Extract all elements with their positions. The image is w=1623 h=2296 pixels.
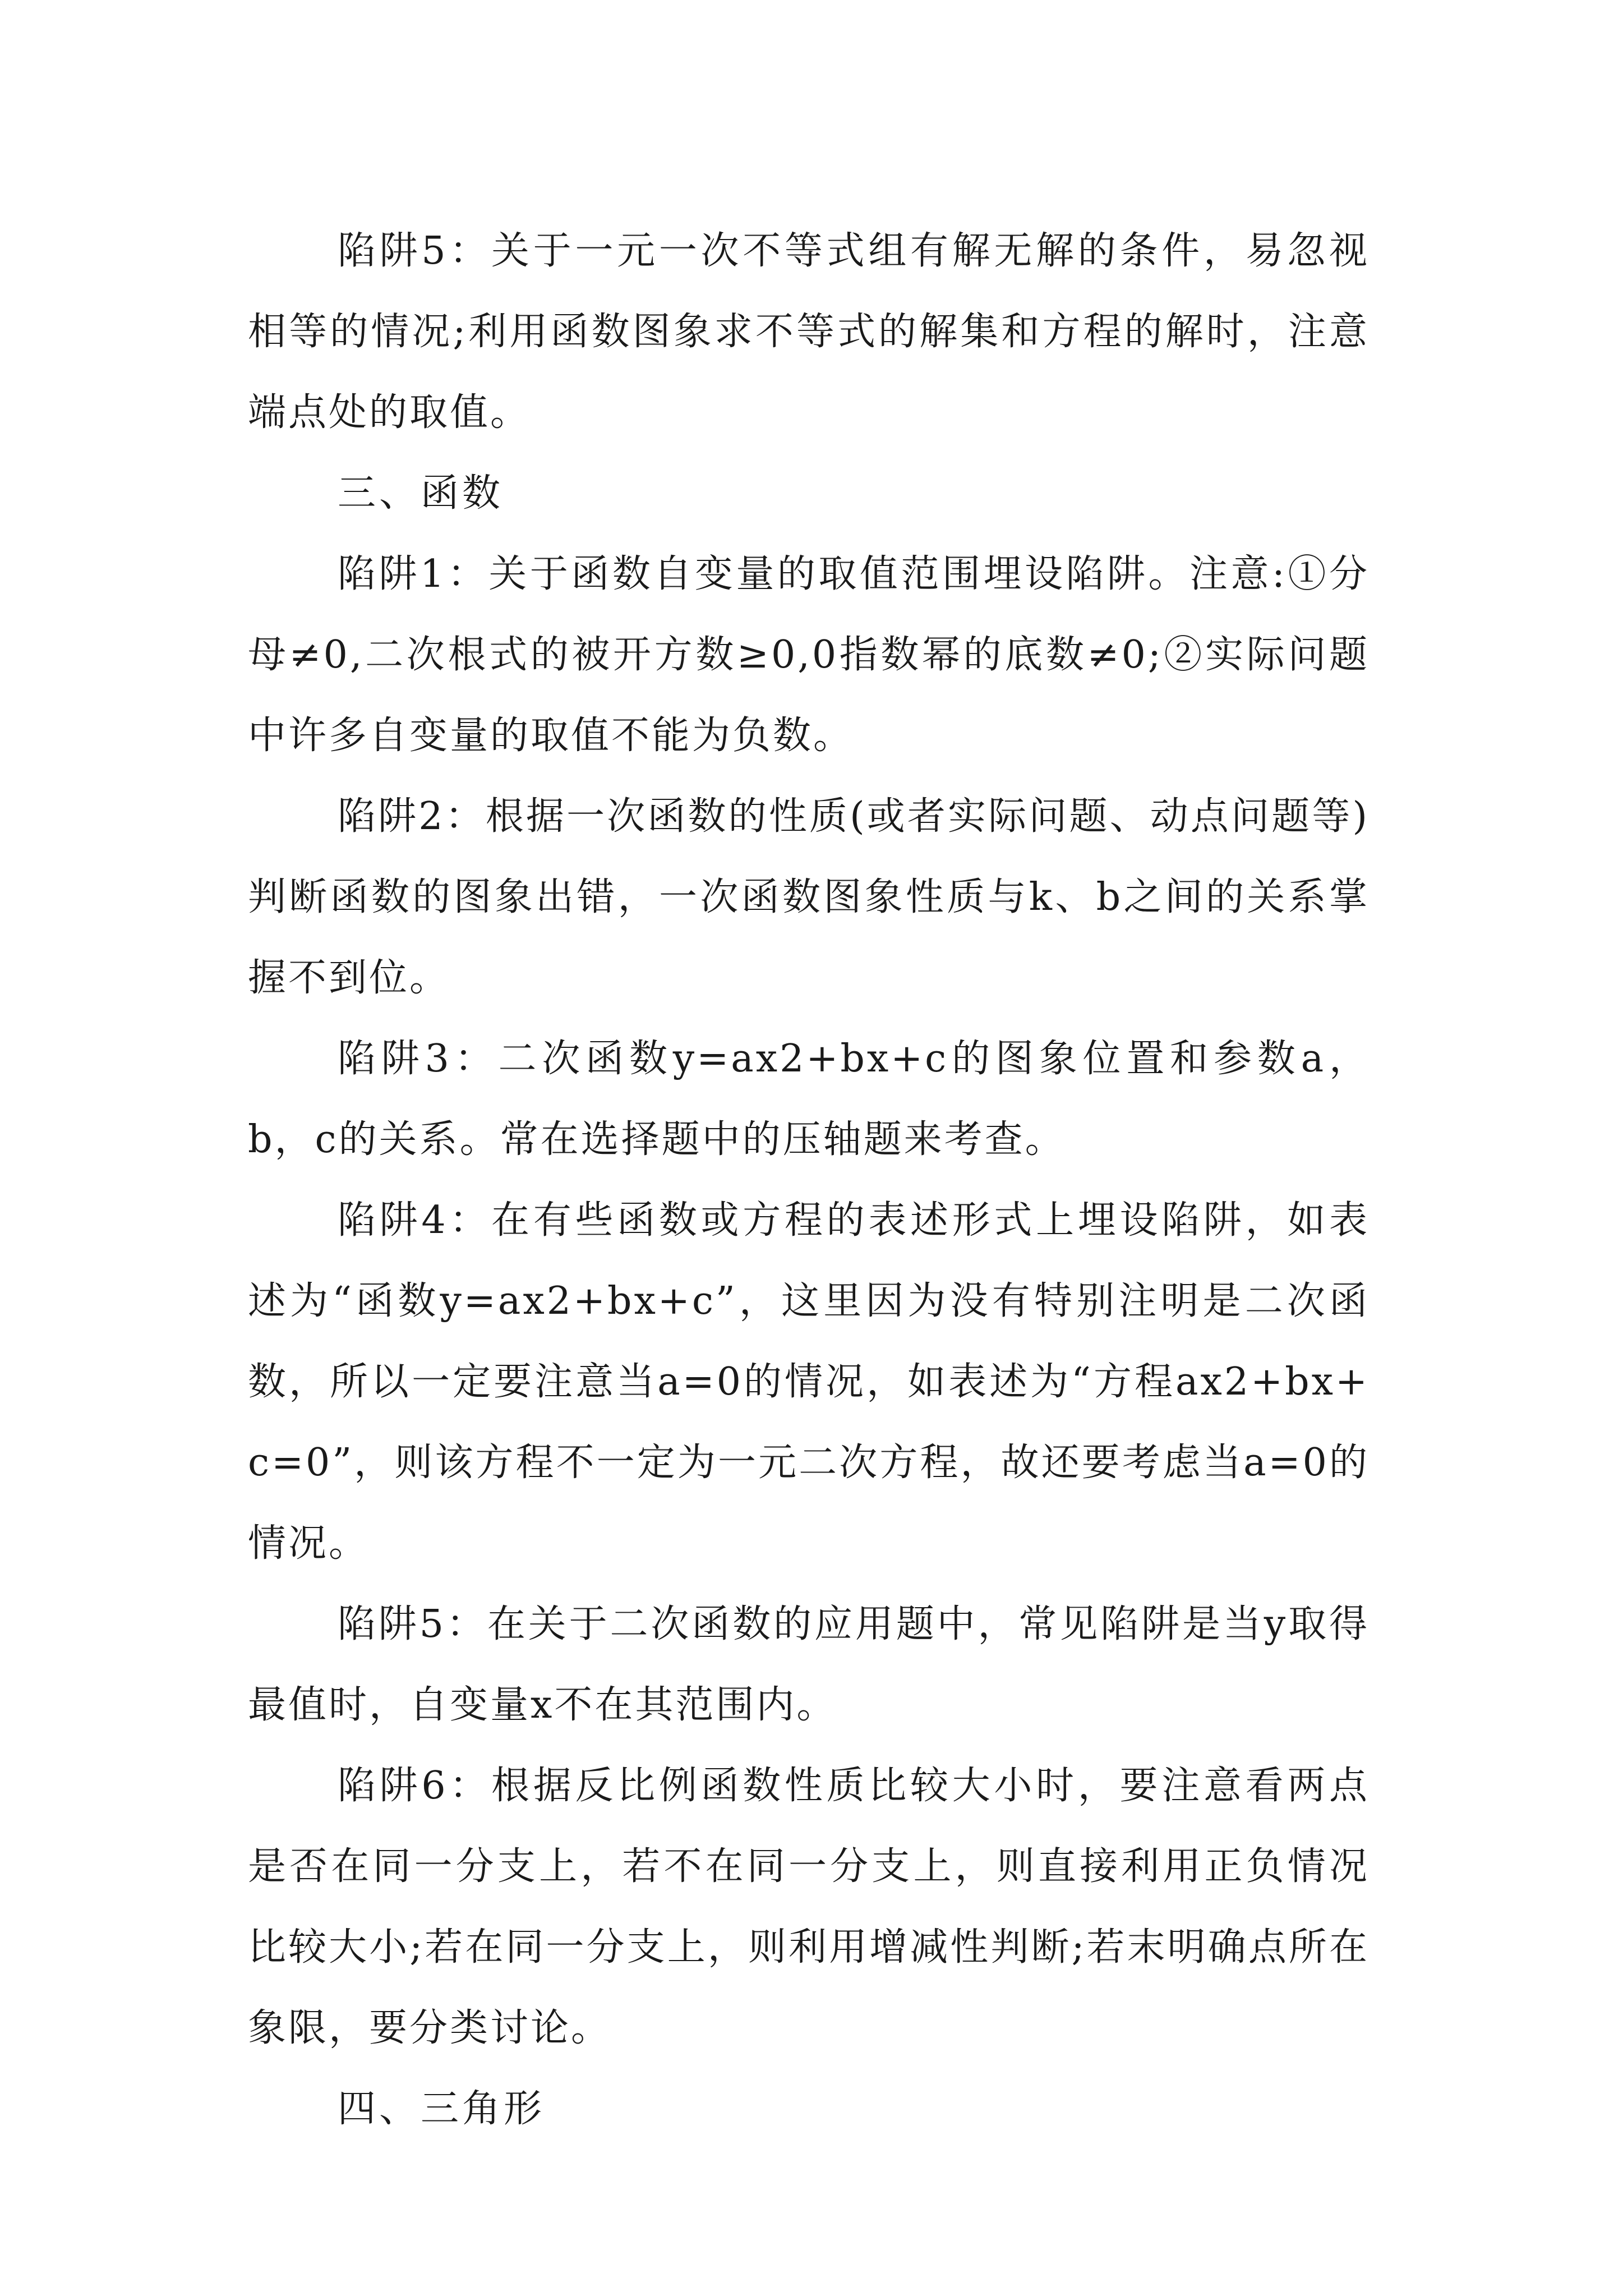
document-body — [248, 211, 1370, 2150]
paragraph-trap-4-wording: 陷阱4：在有些函数或方程的表述形式上埋设陷阱，如表述为“函数y=ax2+bx+c”，这里因为没有特别注明是二次函数，所以一定要注意当a=0的情况，如表述为“方程ax2+bx+c=0”，则该方程不一定为一元二次方程，故还要考虑当a=0的情况。 — [248, 1198, 1370, 1566]
paragraph-trap-1-domain: 陷阱1：关于函数自变量的取值范围埋设陷阱。注意:①分母≠0,二次根式的被开方数≥0,0指数幂的底数≠0;②实际问题中许多自变量的取值不能为负数。 — [248, 552, 1370, 758]
paragraph-trap-5-quadratic-application: 陷阱5：在关于二次函数的应用题中，常见陷阱是当y取得最值时，自变量x不在其范围内。 — [248, 1602, 1370, 1727]
paragraph-trap-3-quadratic-graph: 陷阱3：二次函数y=ax2+bx+c的图象位置和参数a，b，c的关系。常在选择题中的压轴题来考查。 — [248, 1037, 1370, 1162]
paragraph-trap-6-inverse-proportion: 陷阱6：根据反比例函数性质比较大小时，要注意看两点是否在同一分支上，若不在同一分支上，则直接利用正负情况比较大小;若在同一分支上，则利用增减性判断;若末明确点所在象限，要分类讨论。 — [248, 1764, 1370, 2050]
section-heading-triangles: 四、三角形 — [338, 2087, 546, 2131]
section-heading-functions: 三、函数 — [338, 471, 504, 516]
paragraph-trap-5-inequality: 陷阱5：关于一元一次不等式组有解无解的条件，易忽视相等的情况;利用函数图象求不等式的解集和方程的解时，注意端点处的取值。 — [248, 229, 1370, 435]
paragraph-trap-2-linear-function: 陷阱2：根据一次函数的性质(或者实际问题、动点问题等)判断函数的图象出错，一次函数图象性质与k、b之间的关系掌握不到位。 — [248, 794, 1370, 1000]
